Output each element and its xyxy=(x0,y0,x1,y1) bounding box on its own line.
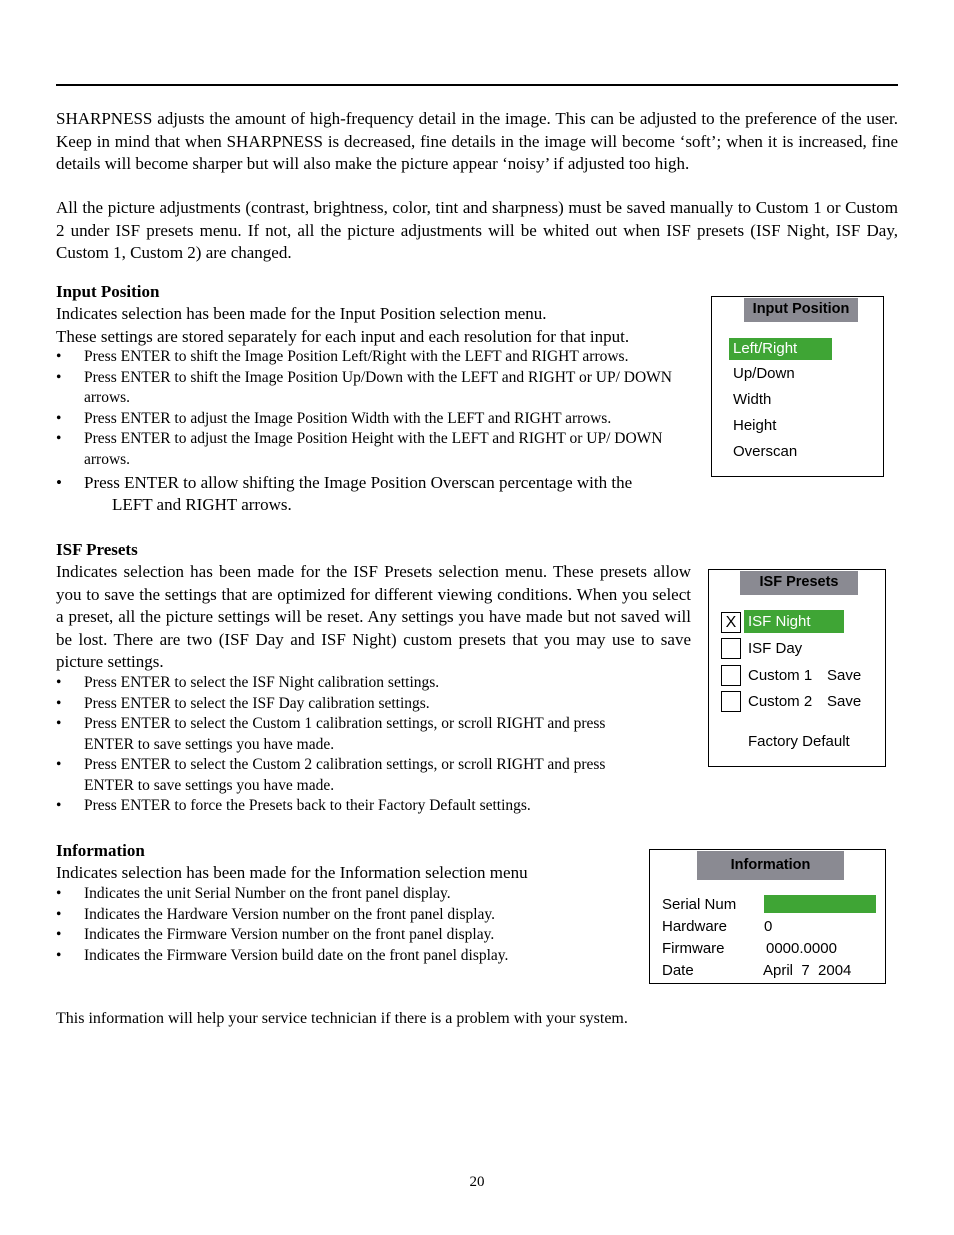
information-heading: Information xyxy=(56,841,145,860)
menu-title: Input Position xyxy=(744,298,858,322)
bullet-mark: • xyxy=(56,473,62,492)
information-menu xyxy=(649,849,886,984)
overscan-bullet-line2: LEFT and RIGHT arrows. xyxy=(112,495,292,514)
date-label: Date xyxy=(662,962,694,979)
firmware-label: Firmware xyxy=(662,940,725,957)
information-bullets xyxy=(56,884,636,966)
menu-item-custom2[interactable]: Custom 2 xyxy=(748,693,813,710)
sharpness-paragraph: SHARPNESS adjusts the amount of high-frequency detail in the image. This can be adjusted to the preference of the user. Keep in mind that when SHARPNESS is decreased, fine details in the image will become ‘soft’; when it is increased, fine details will become sharper but will also make the picture appear ‘noisy’ if adjusted too high. xyxy=(56,109,898,173)
input-position-note: These settings are stored separately for each input and each resolution for that input. xyxy=(56,327,630,346)
menu-item-overscan[interactable]: Overscan xyxy=(733,443,798,460)
input-position-intro: Indicates selection has been made for the Input Position selection menu. xyxy=(56,304,547,323)
information-intro: Indicates selection has been made for the Information selection menu xyxy=(56,863,528,882)
input-position-bullets xyxy=(56,347,696,470)
custom1-checkbox[interactable] xyxy=(721,665,741,686)
menu-item-custom1[interactable]: Custom 1 xyxy=(748,667,813,684)
firmware-value: 0000.0000 xyxy=(766,940,837,957)
serial-label: Serial Num xyxy=(662,896,737,913)
list-item: • Press ENTER to select the ISF Day calibration settings. xyxy=(56,694,656,715)
list-item: • Press ENTER to adjust the Image Position Height with the LEFT and RIGHT or UP/ DOWN arrows. xyxy=(56,429,696,470)
picture-adjustments-paragraph: All the picture adjustments (contrast, brightness, color, tint and sharpness) must be saved manually to Custom 1 or Custom 2 under ISF presets menu. If not, all the picture adjustments will be whited out when ISF presets (ISF Night, ISF Day, Custom 1, Custom 2) are changed. xyxy=(56,198,898,262)
list-item: • Indicates the unit Serial Number on the front panel display. xyxy=(56,884,636,905)
isf-presets-menu xyxy=(708,569,886,767)
list-item: • Press ENTER to shift the Image Position Left/Right with the LEFT and RIGHT arrows. xyxy=(56,347,696,368)
custom1-save[interactable]: Save xyxy=(827,667,862,684)
list-item: • Indicates the Hardware Version number on the front panel display. xyxy=(56,905,636,926)
serial-value-bar xyxy=(764,895,876,913)
custom2-save[interactable]: Save xyxy=(827,693,862,710)
list-item: • Press ENTER to select the Custom 2 calibration settings, or scroll RIGHT and press ENTER to save settings you have made. xyxy=(56,755,656,796)
menu-item-width[interactable]: Width xyxy=(733,391,772,408)
list-item: • Press ENTER to select the ISF Night calibration settings. xyxy=(56,673,656,694)
isf-presets-bullets xyxy=(56,673,656,817)
input-position-menu xyxy=(711,296,884,477)
isf-night-checkbox[interactable]: X xyxy=(721,612,741,633)
isf-day-checkbox[interactable] xyxy=(721,638,741,659)
custom2-checkbox[interactable] xyxy=(721,691,741,712)
list-item: • Press ENTER to adjust the Image Position Width with the LEFT and RIGHT arrows. xyxy=(56,409,696,430)
hardware-value: 0 xyxy=(764,918,773,935)
isf-presets-heading: ISF Presets xyxy=(56,540,138,559)
menu-item-left-right[interactable]: Left/Right xyxy=(729,338,832,360)
overscan-bullet-line1: Press ENTER to allow shifting the Image Position Overscan percentage with the xyxy=(84,473,633,492)
menu-title: ISF Presets xyxy=(740,571,858,595)
top-rule xyxy=(56,84,898,86)
menu-item-isf-day[interactable]: ISF Day xyxy=(748,640,803,657)
input-position-heading: Input Position xyxy=(56,282,160,301)
list-item: • Press ENTER to force the Presets back to their Factory Default settings. xyxy=(56,796,656,817)
date-value: April 7 2004 xyxy=(763,962,852,979)
list-item: • Press ENTER to select the Custom 1 calibration settings, or scroll RIGHT and press ENTER to save settings you have made. xyxy=(56,714,656,755)
menu-item-up-down[interactable]: Up/Down xyxy=(733,365,795,382)
page-number: 20 xyxy=(469,1174,485,1190)
list-item: • Indicates the Firmware Version build date on the front panel display. xyxy=(56,946,636,967)
menu-item-isf-night[interactable]: ISF Night xyxy=(744,610,844,633)
footer-note: This information will help your service technician if there is a problem with your system. xyxy=(56,1010,628,1027)
list-item: • Indicates the Firmware Version number on the front panel display. xyxy=(56,925,636,946)
hardware-label: Hardware xyxy=(662,918,728,935)
menu-item-height[interactable]: Height xyxy=(733,417,777,434)
menu-item-factory-default[interactable]: Factory Default xyxy=(748,733,850,750)
isf-presets-paragraph: Indicates selection has been made for the ISF Presets selection menu. These presets allow you to save the settings that are optimized for different viewing conditions. When you select a preset, all the picture settings will be reset. Any settings you have made but not saved will be lost. There are two (ISF Day and ISF Night) custom presets that you may use to save picture settings. xyxy=(56,562,691,671)
menu-title: Information xyxy=(697,851,844,880)
list-item: • Press ENTER to shift the Image Position Up/Down with the LEFT and RIGHT or UP/ DOWN arrows. xyxy=(56,368,696,409)
